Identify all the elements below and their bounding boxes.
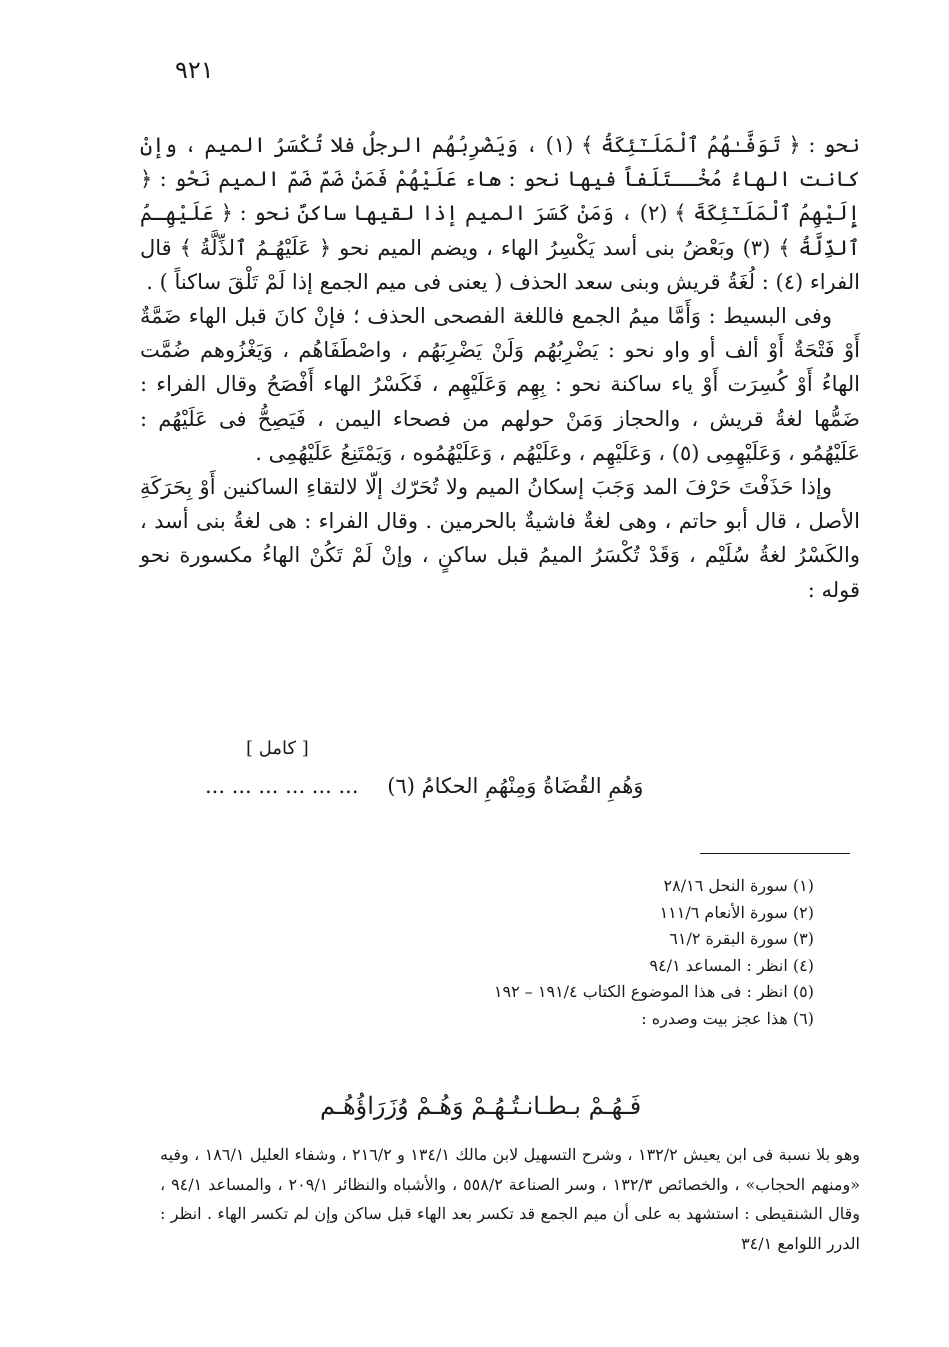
page-number: ٩٢١ xyxy=(175,56,214,84)
paragraph: وفى البسيط : وَأَمَّا ميمُ الجمع فاللغة الفصحى الحذف ؛ فإنْ كانَ قبل الهاء ضَمَّةٌ أَوْ فَتْحَةٌ أَوْ ألف أو واو نحو : يَضْرِبُهُم وَلَنْ يَضْرِبَهُم ، واصْطَفَاهُم ، وَيَغْزُوهم ضُمَّت الهاءُ أَوْ كُسِرَت أَوْ ياء ساكنة نحو : بِهِم وَعَلَيْهِم ، فَكَسْرُ الهاء أَفْصَحُ وقال الفراء : ضَمُّها لغةُ قريش ، والحجاز وَمَنْ حولهم من فصحاء اليمن ، فَيَصِحُّ فى عَلَيْهُم : عَلَيْهُمُو ، وَعَلَيْهِمِى (٥) ، وَعَلَيْهِم ، وعَلَيْهُم ، وَعَلَيْهُمُوه ، وَيَمْتَنِعُ عَلَيْهُمِى . xyxy=(140,304,860,465)
quoted-verse: فَـهُـمْ بـطـانـتُـهُـمْ وَهُـمْ وُزَرَاؤُهُـم xyxy=(320,1092,642,1120)
footnote: (٤) انظر : المساعد ٩٤/١ xyxy=(649,955,814,975)
paragraph: وإذا حَذَفْتَ حَرْفَ المد وَجَبَ إسكانُ الميم ولا تُحَرّك إلّا لالتقاءِ الساكنين أَوْ بِحَرَكَةِ الأصل ، قال أبو حاتم ، وهى لغةٌ فاشيةٌ بالحرمين . وقال الفراء : هى لغةُ بنى أسد ، والكَسْرُ لغةُ سُلَيْم ، وَقَدْ تُكْسَرُ الميمُ قبل ساكنٍ ، وإنْ لَمْ تَكُنْ الهاءُ مكسورة نحو قوله : xyxy=(140,475,860,602)
verse-line xyxy=(205,774,643,798)
main-text xyxy=(140,128,860,607)
footnote: (١) سورة النحل ٢٨/١٦ xyxy=(663,876,814,895)
verse-ellipsis: ... ... ... ... ... ... xyxy=(205,774,359,798)
footnote-commentary: وهو بلا نسبة فى ابن يعيش ١٣٢/٢ ، وشرح التسهيل لابن مالك ١٣٤/١ و ٢١٦/٢ ، وشفاء العليل ١٨٦/١ ، وفيه «ومنهم الحجاب» ، والخصائص ١٣٢/٣ ، وسر الصناعة ٥٥٨/٢ ، والأشباه والنظائر ٢٠٩/١ ، والمساعد ٩٤/١ ، وقال الشنقيطى : استشهد به على أن ميم الجمع قد تكسر بعد الهاء قبل ساكن وإن لم تكسر الهاء . انظر : الدرر اللوامع ٣٤/١ xyxy=(160,1145,861,1253)
footnote: (٦) هذا عجز بيت وصدره : xyxy=(641,1008,814,1028)
verse-text: وَهُمِ القُضَاةُ وَمِنْهُمِ الحكامُ (٦) xyxy=(387,774,644,798)
footnote: (٢) سورة الأنعام ١١١/٦ xyxy=(659,902,814,922)
footnotes xyxy=(374,873,814,1033)
footnote-divider xyxy=(700,853,850,854)
paragraph: نحو : ﴿ تَوَفَّـٰهُمُ ٱلْمَلَـٰٓئِكَةُ ﴾ (١) ، وَيَضْرِبُهُم الرجلُ فلا تُكْسَرُ الميم ، وإنْ كانت الهاءُ مُخْــتَلَفاً فيها نحو : هاء عَلَيْهُمْ فَمَنْ ضَمّ ضَمّ الميم نَحْو : ﴿ إِلَيْهِمُ ٱلْمَلَـٰٓئِكَةَ ﴾ (٢) ، وَمَنْ كَسَرَ الميم إذا لقيها ساكنٌ نحو : ﴿ عَلَيْهِـمُ ٱلذِّلَّةُ ﴾ (٣) وبَعْضُ بنى أسد يَكْسِرُ الهاء ، ويضم الميم نحو ﴿ عَلَيْهُـمُ ٱلذِّلَّةُ ﴾ قال الفراء (٤) : لُغَةُ قريش وبنى سعد الحذف ( يعنى فى ميم الجمع إذا لَمْ تَلْقَ ساكناً ) . xyxy=(140,133,861,294)
footnote: (٥) انظر : فى هذا الموضوع الكتاب ١٩١/٤ – ١٩٢ xyxy=(493,982,814,1002)
footnote: (٣) سورة البقرة ٦١/٢ xyxy=(669,929,814,949)
meter-tag: [ كامل ] xyxy=(246,738,309,759)
